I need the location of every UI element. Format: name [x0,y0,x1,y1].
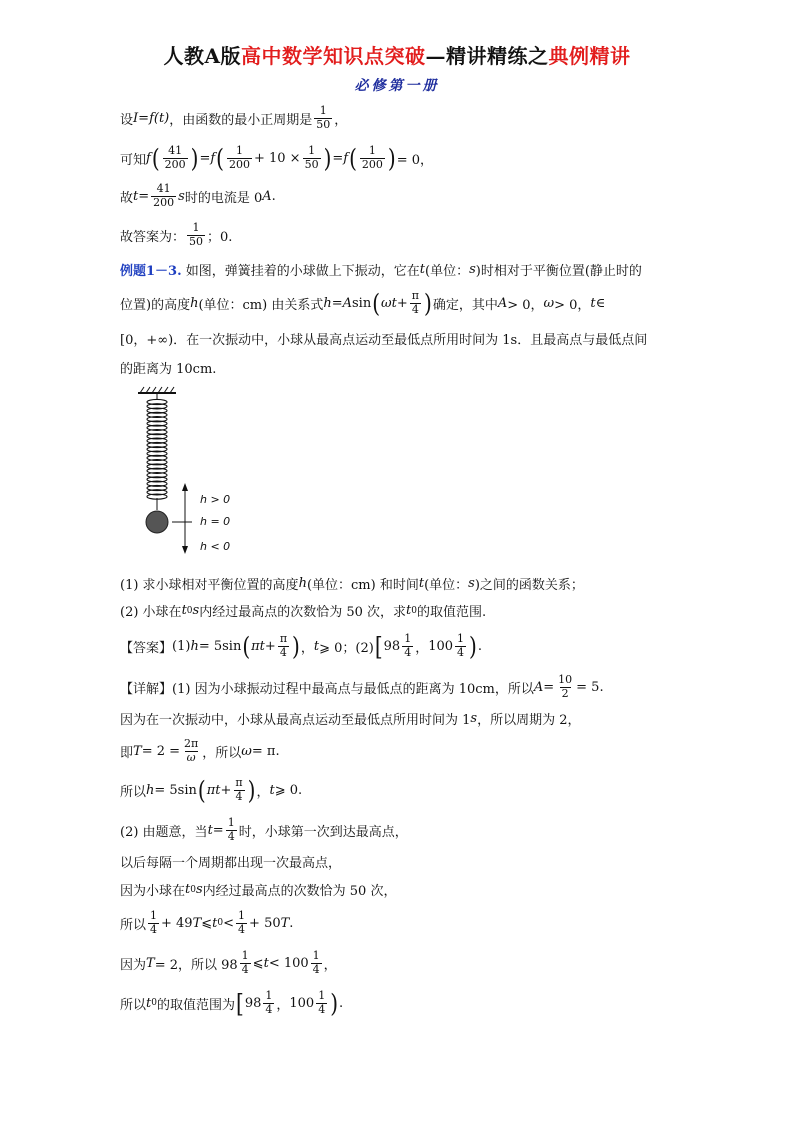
detail-line-4: 所以 h = 5sin ( πt + $\frac{\pi}{4}$ ) ， t ⩾ 0. [120,775,303,806]
detail-line-8: 所以 $\frac{1}{4}$ + 49 T ⩽ t 0 < $\frac{1}{4}$ + 50 T . [120,909,294,936]
example-line-2: 位置)的高度 h (单位：cm) 由关系式 h = A sin ( ωt + $\frac{\pi}{4}$ ) 确定，其中 A > 0， ω > 0， t ∈ [120,288,606,319]
detail-line-2: 因为在一次振动中，小球从最高点运动至最低点所用时间为 1 s ，所以周期为 2， [120,711,581,728]
title-part: 高中数学知识点突破 [241,44,426,68]
solution-answer: 故答案为： $\frac{1}{50}$ ；0. [120,221,233,248]
spring-diagram [130,385,260,564]
answer-label: 【答案】 [120,640,173,656]
fraction: $\frac{1}{50}$ [316,104,331,131]
example-label: 例题1－3. [120,264,182,279]
example-line-3: [0，+∞)．在一次振动中，小球从最高点运动至最低点所用时间为 1s．且最高点与最低点间 [120,333,648,348]
spring-illustration [130,385,260,560]
label-h-positive: h > 0 [200,493,231,506]
detail-line-5: (2) 由题意，当 t = $\frac{1}{4}$ 时，小球第一次到达最高点， [120,816,408,843]
title-part: —精讲精练之 [425,44,549,68]
detail-label: 【详解】 [120,681,173,697]
page-subtitle: 必修第一册 [354,78,440,94]
solution-line-3: 故 t = $\frac{41}{200}$ s 时的电流是 0 A . [120,182,276,209]
example-line-1: 例题1－3. 如图，弹簧挂着的小球做上下振动，它在 t (单位： s )时相对于平衡位置(静止时的 [120,262,642,279]
detail-line-6: 以后每隔一个周期都出现一次最高点， [120,856,342,871]
answer-line: 【答案】 (1) h = 5sin ( πt + $\frac{\pi}{4}$ ) ， t ⩾ 0；(2) [ 98 $\frac{1}{4}$ ， 100 $\frac{1}{4}$ ) . [120,631,482,662]
question-1: (1) 求小球相对平衡位置的高度 h (单位：cm) 和时间 t (单位： s )之间的函数关系； [120,576,584,593]
solution-line-1: 设 I = f (t) ，由函数的最小正周期是 $\frac{1}{50}$ ， [120,104,348,131]
detail-line-7: 因为小球在 t 0 s 内经过最高点的次数恰为 50 次， [120,882,397,899]
detail-line-10: 所以 t 0 的取值范围为 [ 98 $\frac{1}{4}$ ， 100 $\frac{1}{4}$ ) . [120,988,344,1019]
label-h-zero: h = 0 [200,515,231,528]
title-part: 人教A版 [163,44,242,68]
title-part: 典例精讲 [548,44,631,68]
page-title [0,40,794,69]
solution-line-2: 可知 f ( $\frac{41}{200}$ ) = f ( $\frac{1}{200}$ + 10 × $\frac{1}{50}$ ) = f ( $\frac{1}{200}$ ) = 0， [120,143,434,174]
detail-line-9: 因为 T = 2，所以 98 $\frac{1}{4}$ ⩽ t < 100 $\frac{1}{4}$ ， [120,949,337,976]
label-h-negative: h < 0 [200,540,231,553]
example-line-4: 的距离为 10cm. [120,362,217,377]
detail-line-3: 即 T = 2 = $\frac{2\pi}{\omega}$ ，所以 ω = π. [120,737,280,764]
question-2: (2) 小球在 t 0 s 内经过最高点的次数恰为 50 次，求 t 0 的取值范围. [120,603,487,620]
detail-line-1: 【详解】 (1) 因为小球振动过程中最高点与最低点的距离为 10cm，所以 A = $\frac{10}{2}$ = 5. [120,673,604,700]
